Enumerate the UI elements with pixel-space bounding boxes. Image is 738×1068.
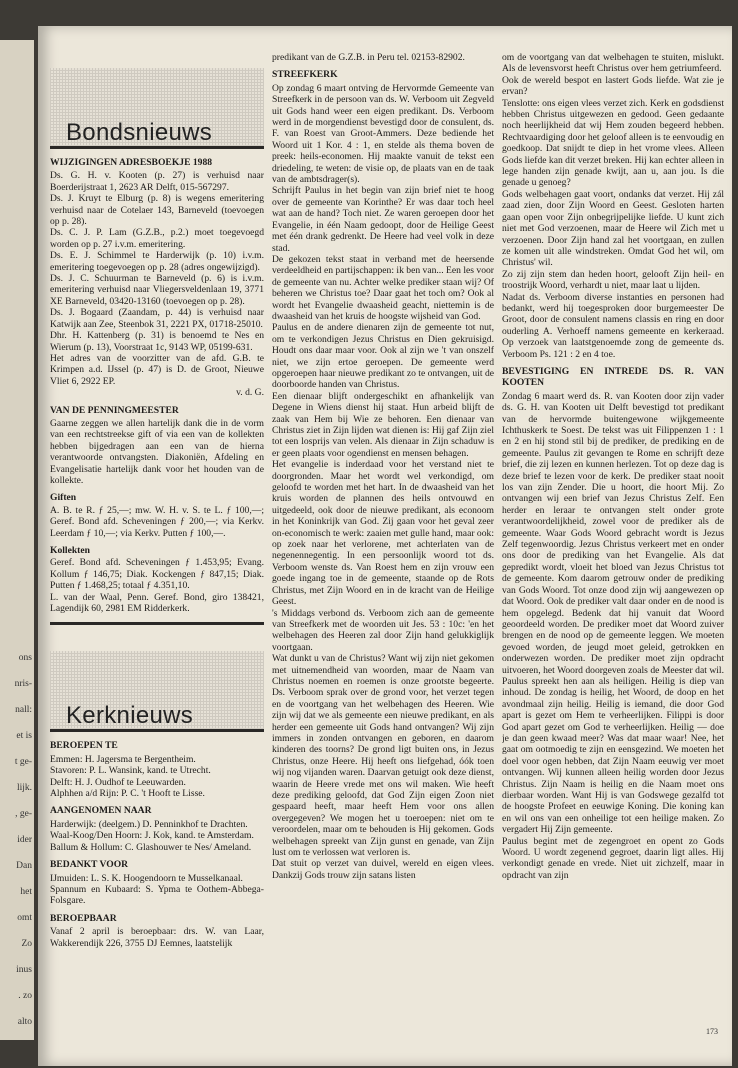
kerknieuws-section-heading: AANGENOMEN NAAR xyxy=(50,805,152,817)
magazine-page xyxy=(38,26,732,1066)
kerknieuws-entry: Harderwijk: (deelgem.) D. Penninkhof te Drachten. xyxy=(50,818,248,830)
streefkerk-body xyxy=(272,83,494,881)
bondsnieuws-banner xyxy=(50,68,264,149)
column-2 xyxy=(272,52,494,881)
kerknieuws-entry: Emmen: H. Jagersma te Bergentheim. xyxy=(50,753,196,765)
streefkerk-heading: STREEFKERK xyxy=(272,69,338,81)
bevestiging-paragraph: Paulus begint met de zegengroet en opent zo Gods Woord. U wordt zegenend gegroet, daarin ligt alles. Hij verkondigt genade en vrede. Niet uit zichzelf, maar in opdracht van zijn xyxy=(502,835,724,881)
bevestiging-heading: BEVESTIGING EN INTREDE DS. R. VAN KOOTEN xyxy=(502,365,724,389)
kerknieuws-section-heading: BEROEPBAAR xyxy=(50,912,117,924)
page-number: 173 xyxy=(706,1027,718,1036)
penning-heading: VAN DE PENNINGMEESTER xyxy=(50,404,179,416)
kerknieuws-sections xyxy=(50,740,264,949)
kerknieuws-section-heading: BEROEPEN TE xyxy=(50,740,118,752)
streefkerk-paragraph: Het evangelie is inderdaad voor het verstand niet te doorgronden. Maar het wordt wel verkondigd, om geloofd te worden met het hart. In de dwaasheid van het kruis worden de plannen des heils ontvouwd en uitgedeeld, ook door de nieuwe predikant, als econoom in het Koninkrijk van God. Zij gaan voor het geval zeer on-economisch te werk: zaaien met gulle hand, maar ook: op zoek naar het verlorene, met achterlaten van de negenennegentig. In een persoonlijk woord tot ds. Verboom wenste ds. Van Roest hem en zijn vrouw een goede ingang toe in de gemeente, staande op de Rots Christus, met Zijn Woord en in de kracht van de Heilige Geest. xyxy=(272,459,494,608)
adres-list xyxy=(50,170,264,387)
col3-paragraph: Nadat ds. Verboom diverse instanties en personen had bedankt, werd hij toegesproken door burgemeester De Groot, door de consulent namens classis en ring en door ouderling A. Verhoeff namens gemeente en kerkeraad. Op verzoek van laatstgenoemde zong de gemeente ds. Verboom Ps. 121 : 2 en 4 toe. xyxy=(502,291,724,360)
col2-intro: predikant van de G.Z.B. in Peru tel. 02153-82902. xyxy=(272,52,465,63)
previous-page-fragment: , ge- xyxy=(15,809,32,819)
previous-page-fragment: . zo xyxy=(18,991,32,1001)
adres-paragraph: Ds. E. J. Schimmel te Harderwijk (p. 10) i.v.m. emeritering toegevoegen op p. 28 (adres ongewijzigd). xyxy=(50,250,264,273)
kollekten-signature: L. van der Waal, Penn. Geref. Bond, giro 138421, Lagendijk 60, 2981 EM Ridderkerk. xyxy=(50,591,264,615)
previous-page-fragment: alto xyxy=(17,1017,32,1027)
previous-page-fragment: omt xyxy=(17,913,32,923)
col3-paragraph: Tenslotte: ons eigen vlees verzet zich. Kerk en godsdienst hebben Christus uitgewezen en gedood. Geen gedaante noch heerlijkheid dat wij Hem zouden begeerd hebben. Rechtvaardiging door het geloof alleen is te eenvoudig en goedkoop. Dat snijdt te diep in het vrome vlees. Alleen Gods liefde kan dit verzet breken. Hij kan echter alleen in lege handen zijn genade kwijt, aan u, aan jou. Is die genade u genoeg? xyxy=(502,97,724,189)
penning-text: Gaarne zeggen we allen hartelijk dank die in de vorm van een rechtstreekse gift of via een van de kollekten hebben bijgedragen aan een van de hierna verantwoorde ontvangsten. Diakoniën, Afdeling en Evangelisatie hartelijk dank voor het houden van de kollekte. xyxy=(50,417,264,486)
kollekten-heading: Kollekten xyxy=(50,545,90,556)
previous-page-fragment: Zo xyxy=(21,939,32,949)
previous-page-fragment: t ge- xyxy=(14,757,32,767)
col3-paragraph: Gods welbehagen gaat voort, ondanks dat verzet. Hij zál zaad zien, door Zijn Woord en Geest. Gesloten harten gaan open voor Zijn onbegrijpelijke liefde. U kunt zich niet met God verzoenen, maar de Heere wil Zich met u verzoenen. Door Zijn hand zal het voortgaan, en zullen ze komen uit alle windstreken. Omdat God het wil, om Christus' wil. xyxy=(502,188,724,269)
section-divider xyxy=(50,622,264,625)
kerknieuws-banner xyxy=(50,651,264,732)
bondsnieuws-title: Bondsnieuws xyxy=(66,118,213,146)
kerknieuws-entry: Spannum en Kubaard: S. Ypma te Oothem-Abbega-Folsgare. xyxy=(50,883,264,907)
previous-page-fragment: nris- xyxy=(14,679,32,689)
previous-page-fragment: Dan xyxy=(16,861,32,871)
adres-paragraph: Dhr. H. Kattenberg (p. 31) is benoemd te Nes en Wierum (p. 13), Voorstraat 1c, 9143 WP, 05199-631. xyxy=(50,330,264,353)
previous-page-fragment: ons xyxy=(18,653,32,663)
kollekten-text: Geref. Bond afd. Scheveningen ƒ 1.453,95; Evang. Kollum ƒ 146,75; Diak. Kockengen ƒ 847,15; Diak. Putten ƒ 1.468,25; totaal ƒ 4.351,10. xyxy=(50,557,264,592)
bevestiging-body xyxy=(502,391,724,881)
kerknieuws-entry: Ballum & Hollum: C. Glashouwer te Nes/ Ameland. xyxy=(50,841,252,853)
previous-page-fragment: et is xyxy=(16,731,32,741)
streefkerk-paragraph: Schrijft Paulus in het begin van zijn brief niet te hoog over de gemeente van Korinthe? Er was daar toch heel wat aan de hand? Toch niet. Ze waren geroepen door het Evangelie, in één Naam gedoopt, door de Heilige Geest met één drank gedrenkt. De Heere had veel volk in deze stad. xyxy=(272,185,494,254)
adres-paragraph: Ds. J. C. Schuurman te Barneveld (p. 6) is i.v.m. emeritering verhuisd naar Vliegersveldenlaan 19, 3771 XE Barneveld, 03420-13160 (toevoegen op p. 28). xyxy=(50,273,264,307)
adres-paragraph: Ds. J. Kruyt te Elburg (p. 8) is wegens emeritering verhuisd naar de Cotelaer 143, Barneveld (toevoegen op p. 28). xyxy=(50,193,264,228)
previous-page-fragment: lijk. xyxy=(16,783,32,793)
kerknieuws-entry: Waal-Koog/Den Hoorn: J. Kok, kand. te Amsterdam. xyxy=(50,830,254,842)
adres-paragraph: Ds. G. H. v. Kooten (p. 27) is verhuisd naar Boerderijstraat 1, 2623 AR Delft, 015-567297. xyxy=(50,170,264,193)
giften-heading: Giften xyxy=(50,492,77,504)
streefkerk-paragraph: Een dienaar blijft ondergeschikt en afhankelijk van Degene in Wiens dienst hij staat. Hun arbeid blijft de zaak van Hem bij Wie ze behoren. Een dienaar van Christus ziet in Zijn lijden wat dienen is: Hij gaf Zijn ziel tot een losprijs van velen. Als dienaar in Zijn schaduw is er geen plaats voor ogendienst en mensen behagen. xyxy=(272,390,494,459)
adres-paragraph: Het adres van de voorzitter van de afd. G.B. te Krimpen a.d. IJssel (p. 47) is D. de Groot, Nieuwe Vliet 6, 2922 EP. xyxy=(50,352,264,387)
kerknieuws-entry: Vanaf 2 april is beroepbaar: drs. W. van Laar, Wakkerendijk 226, 3755 DJ Eemnes, laatstelijk xyxy=(50,926,264,949)
kerknieuws-section-heading: BEDANKT VOOR xyxy=(50,859,129,871)
adres-signature: v. d. G. xyxy=(236,387,264,399)
streefkerk-paragraph: Dat stuit op verzet van duivel, wereld en eigen vlees. Dankzij Gods trouw zijn satans listen xyxy=(272,858,494,881)
previous-page-fragment: het xyxy=(20,887,32,897)
col3-body xyxy=(502,52,724,360)
column-3 xyxy=(502,52,724,881)
kerknieuws-entry: Alphhen a/d Rijn: P. C. 't Hooft te Lisse. xyxy=(50,788,205,800)
streefkerk-paragraph: De gekozen tekst staat in verband met de heersende verdeeldheid en partijschappen: ik ben van... Een les voor de gemeente van nu. Achter welke prediker staan wij? Of beheren we Christus toe? Daar gaat het toch om? Ook al wordt het Evangelie dwaasheid geacht, niettemin is de dwaasheid van het kruis de hoogste wijsheid van God. xyxy=(272,253,494,322)
kerknieuws-entry: Delft: H. J. Oudhof te Leeuwarden. xyxy=(50,776,186,788)
column-1 xyxy=(50,42,264,949)
previous-page-fragment: inus xyxy=(16,965,32,975)
streefkerk-paragraph: Op zondag 6 maart ontving de Hervormde Gemeente van Streefkerk in de persoon van ds. W. Verboom uit Zegveld uit Gods hand weer een eigen predikant. Ds. Verboom werd in de morgendienst bevestigd door de consulent, ds. F. van Roest van Groot-Ammers. Deze bediende het Woord uit 1 Kor. 4 : 1, en stelde als thema boven de preek: heils-economen. Hij maakte vanuit de tekst een driedeling, te weten: de visie op, de plaats van en de taak van de ambtsdrager(s). xyxy=(272,82,494,186)
streefkerk-paragraph: Wat dunkt u van de Christus? Want wij zijn niet gekomen met uitnemendheid van woorden, maar de Naam van Christus noemen en roemen is onze grootste begeerte. Ds. Verboom sprak over de grond voor, het verzet tegen en de voortgang van het welbehagen des Heeren. Wie zijn wij dat we als gemeente een nieuwe predikant, en als herder een gemeente uit Gods hand ontvangen? Wij zijn immers in zonden ontvangen en geboren, en daarom kinderen des toorns? De grond ligt buiten ons, in Jezus Christus, onze Heere. Hij heeft ons liefgehad, óók toen wij nog vijanden waren. Daarvan getuigt ook deze dienst, waarin de Heere vrede met ons wil maken. Wie heeft deze prediking geloofd, dat God Zijn eigen Zoon niet gespaard heeft, maar heeft Hem voor ons allen overgegeven? We mogen het u toeroepen: niet om te veroordelen, maar om te behouden is Hij gekomen. Gods welbehagen spreekt van Zijn gunst en genade, van Zijn lust om te verlossen wat verloren is. xyxy=(272,653,494,859)
bevestiging-paragraph: Zondag 6 maart werd ds. R. van Kooten door zijn vader ds. G. H. van Kooten uit Delft bevestigd tot predikant van de hervormde buitengewone wijkgemeente Ichthuskerk te Soest. De tekst was uit Filippenzen 1 : 1 en 2 en hij stond stil bij de prediker, de prediking en de gemeente. Paulus zit gevangen te Rome en schrijft deze brief, die zij lezen en kunnen herlezen. Tot op deze dag is deze brief te lezen voor de kerk. De prediker staat nooit los van zijn Zender. Die u hoort, die hoort Mij. Zo ontvangen wij een brief van Jezus Christus Zelf. Een herder en leraar te ontvangen stelt onder grote verantwoordelijkheid, zowel voor de prediker als de gemeente. Waar Gods Woord gebracht wordt is Jezus Zelf tegenwoordig. Jezus Christus verkeert met en onder ons door de prediking van het Evangelie. Als dat gepredikt wordt, vloeit het bloed van Jezus Christus tot de gemeente. Kom daarom getrouw onder de prediking van Gods Woord. Tot onze dood zijn wij aangewezen op dat Woord. Ook de prediker valt daar onder en de nood is hem opgelegd. Bedenk dat hij vanuit dat Woord geoordeeld worden. De prediker moet dat Woord zuiver brengen en de nood op de gemeente leggen. We moeten gevoed worden, de jeugd moet geleid, getrokken en onderwezen worden. De prediker moet zijn opdracht uitvoeren, het Woord doorgeven zoals de Meester dat wil. Paulus spreekt hen aan als heiligen. Heilig is diep van inhoud. De zondag is heilig, het Woord, de doop en het avondmaal zijn heilig. Heilig is iemand, die door God apart is gezet om Hem te verheerlijken. Filippi is door God apart gezet om God te verheerlijken. Heilig — doe je dan geen kwaad meer? Was dat maar waar! Nee, het gaat om ootmoedig te zijn en eensgezind. We moeten het doel voor ogen hebben, dat Zijn Naam eeuwig ver moet ontvangen. Wij kunnen alleen heilig worden door Jezus Christus. Zijn Naam is heilig en die Naam moet ons dierbaar worden. Want Hij is van Godswege gezalfd tot de hoogste Profeet en eeuwige Koning. Die koning kan en wil ons van een onheilige tot een heilige maken. Zo vergadert Hij Zijn gemeente. xyxy=(502,390,724,836)
kerknieuws-entry: IJmuiden: L. S. K. Hoogendoorn te Musselkanaal. xyxy=(50,872,243,884)
streefkerk-paragraph: 's Middags verbond ds. Verboom zich aan de gemeente van Streefkerk met de woorden uit Jes. 53 : 10c: 'en het welbehagen des Heeren zal door Zijn hand gelukkiglijk voortgaan. xyxy=(272,607,494,653)
adres-paragraph: Ds. C. J. P. Lam (G.Z.B., p.2.) moet toegevoegd worden op p. 27 i.v.m. emeritering. xyxy=(50,227,264,250)
previous-page-fragment: nall: xyxy=(15,705,32,715)
previous-page-edge xyxy=(0,40,34,1040)
adres-heading: WIJZIGINGEN ADRESBOEKJE 1988 xyxy=(50,157,213,168)
adres-paragraph: Ds. J. Bogaard (Zaandam, p. 44) is verhuisd naar Katwijk aan Zee, Steenbok 31, 2221 PX, 01718-25010. xyxy=(50,307,264,330)
col3-paragraph: Zo zij zijn stem dan heden hoort, gelooft Zijn heil- en troostrijk Woord, verhardt u niet, maar laat u lijden. xyxy=(502,268,724,292)
streefkerk-paragraph: Paulus en de andere dienaren zijn de gemeente tot nut, om te verkondigen Jezus Christus en Dien gekruisigd. Houdt ons daar maar voor. Ook al zijn we 't van onszelf niet, we zijn ertoe geroepen. De gemeente werd opgeroepen haar nieuwe predikant zo te ontvangen, uit de doorboorde handen van Christus. xyxy=(272,322,494,391)
kerknieuws-title: Kerknieuws xyxy=(66,702,194,730)
giften-text: A. B. te R. ƒ 25,—; mw. W. H. v. S. te L. ƒ 100,—; Geref. Bond afd. Scheveningen ƒ 200,—; via Kerkv. Leerdam ƒ 10,—; via Kerkv. Putten ƒ 100,—. xyxy=(50,504,264,539)
col3-paragraph: om de voortgang van dat welbehagen te stuiten, mislukt. Als de levensvorst heeft Christus over hem getriumfeerd. xyxy=(502,52,724,75)
col3-paragraph: Ook de wereld bespot en lastert Gods liefde. Wat zie je ervan? xyxy=(502,74,724,98)
previous-page-fragment: ider xyxy=(17,835,32,845)
kerknieuws-entry: Stavoren: P. L. Wansink, kand. te Utrecht. xyxy=(50,765,211,777)
